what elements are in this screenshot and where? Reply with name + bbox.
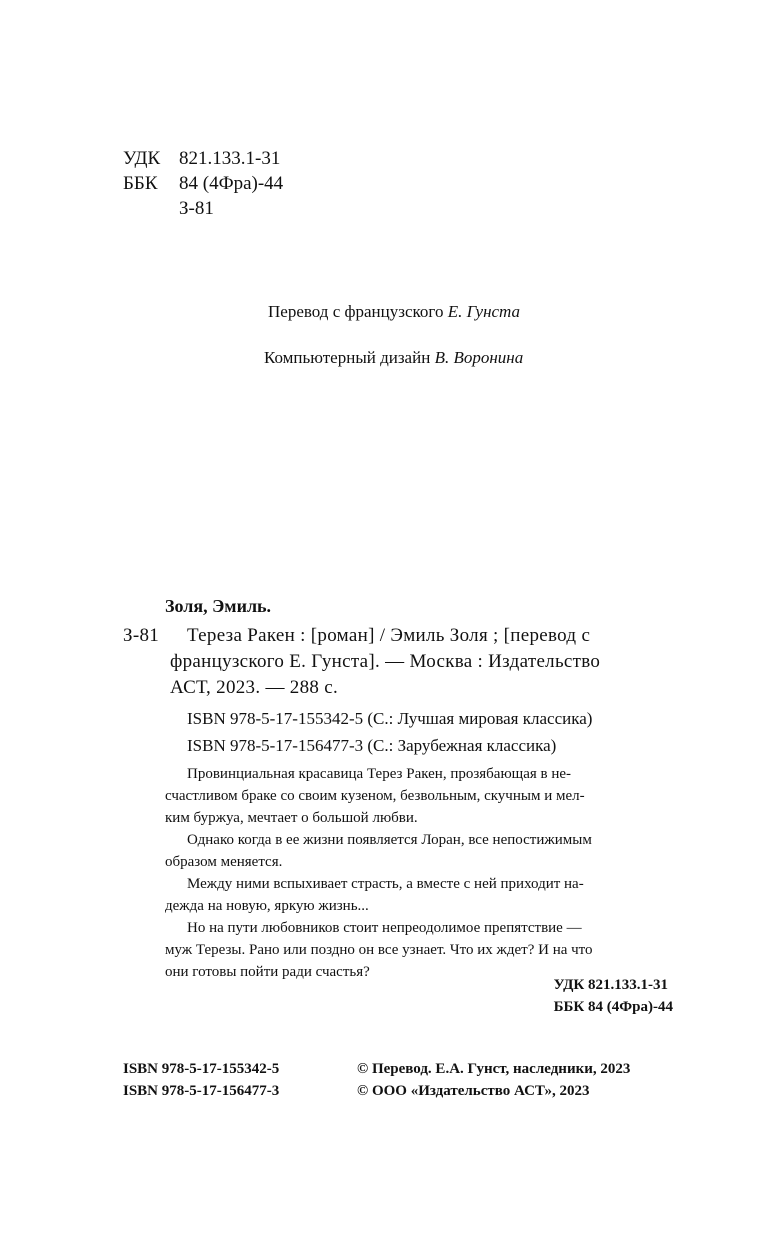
designer-name: В. Воронина [434, 348, 524, 367]
udk-line [123, 146, 283, 171]
bbk-value: 84 (4Фра)-44 [179, 173, 284, 194]
translator-name: Е. Гунста [447, 302, 521, 321]
bbk-line [123, 171, 283, 196]
annotation [165, 763, 673, 983]
card-isbn-1: ISBN 978-5-17-155342-5 (С.: Лучшая мировая классика) [187, 709, 593, 728]
annotation-line: дежда на новую, яркую жизнь... [165, 898, 369, 914]
footer-bbk: ББК 84 (4Фра)-44 [553, 999, 673, 1015]
footer-udk: УДК 821.133.1-31 [553, 977, 669, 993]
footer-codes [554, 974, 673, 1018]
author-mark: З-81 [179, 198, 214, 219]
annotation-line: Между ними вспыхивает страсть, а вместе с ней приходит на- [187, 876, 584, 892]
card-isbn-2: ISBN 978-5-17-156477-3 (С.: Зарубежная классика) [187, 736, 557, 755]
card-line-2: французского Е. Гунста]. — Москва : Издательство [170, 651, 601, 672]
annotation-line: Провинциальная красавица Терез Ракен, прозябающая в не- [187, 766, 572, 782]
annotation-line: образом меняется. [165, 854, 283, 870]
udk-label: УДК [123, 148, 161, 169]
annotation-line: Однако когда в ее жизни появляется Лоран, все непостижимым [187, 832, 592, 848]
copyright-translation: © Перевод. Е.А. Гунст, наследники, 2023 [357, 1061, 631, 1077]
copyright-isbn-1: ISBN 978-5-17-155342-5 [123, 1061, 280, 1077]
translation-prefix: Перевод с французского [268, 302, 444, 321]
annotation-line: они готовы пойти ради счастья? [165, 964, 370, 980]
copyright-notices [357, 1058, 630, 1102]
classification-block [123, 146, 283, 221]
bbk-label: ББК [123, 173, 158, 194]
design-prefix: Компьютерный дизайн [264, 348, 431, 367]
annotation-line: ким буржуа, мечтает о большой любви. [165, 810, 418, 826]
author-mark-line [123, 196, 283, 221]
copyright-isbns [123, 1058, 279, 1102]
card-line-1: Тереза Ракен : [роман] / Эмиль Золя ; [перевод с [187, 625, 591, 646]
copyright-publisher: © ООО «Издательство АСТ», 2023 [357, 1083, 590, 1099]
card-author-mark: З-81 [123, 625, 160, 646]
copyright-isbn-2: ISBN 978-5-17-156477-3 [123, 1083, 280, 1099]
annotation-line: Но на пути любовников стоит непреодолимое препятствие — [187, 920, 582, 936]
annotation-line: муж Терезы. Рано или поздно он все узнает. Что их ждет? И на что [165, 942, 593, 958]
annotation-line: счастливом браке со своим кузеном, безвольным, скучным и мел- [165, 788, 585, 804]
card-line-3: АСТ, 2023. — 288 с. [170, 677, 339, 698]
udk-value: 821.133.1-31 [179, 148, 281, 169]
design-credit [264, 348, 523, 368]
card-author: Золя, Эмиль. [165, 596, 272, 616]
translation-credit [268, 302, 520, 322]
